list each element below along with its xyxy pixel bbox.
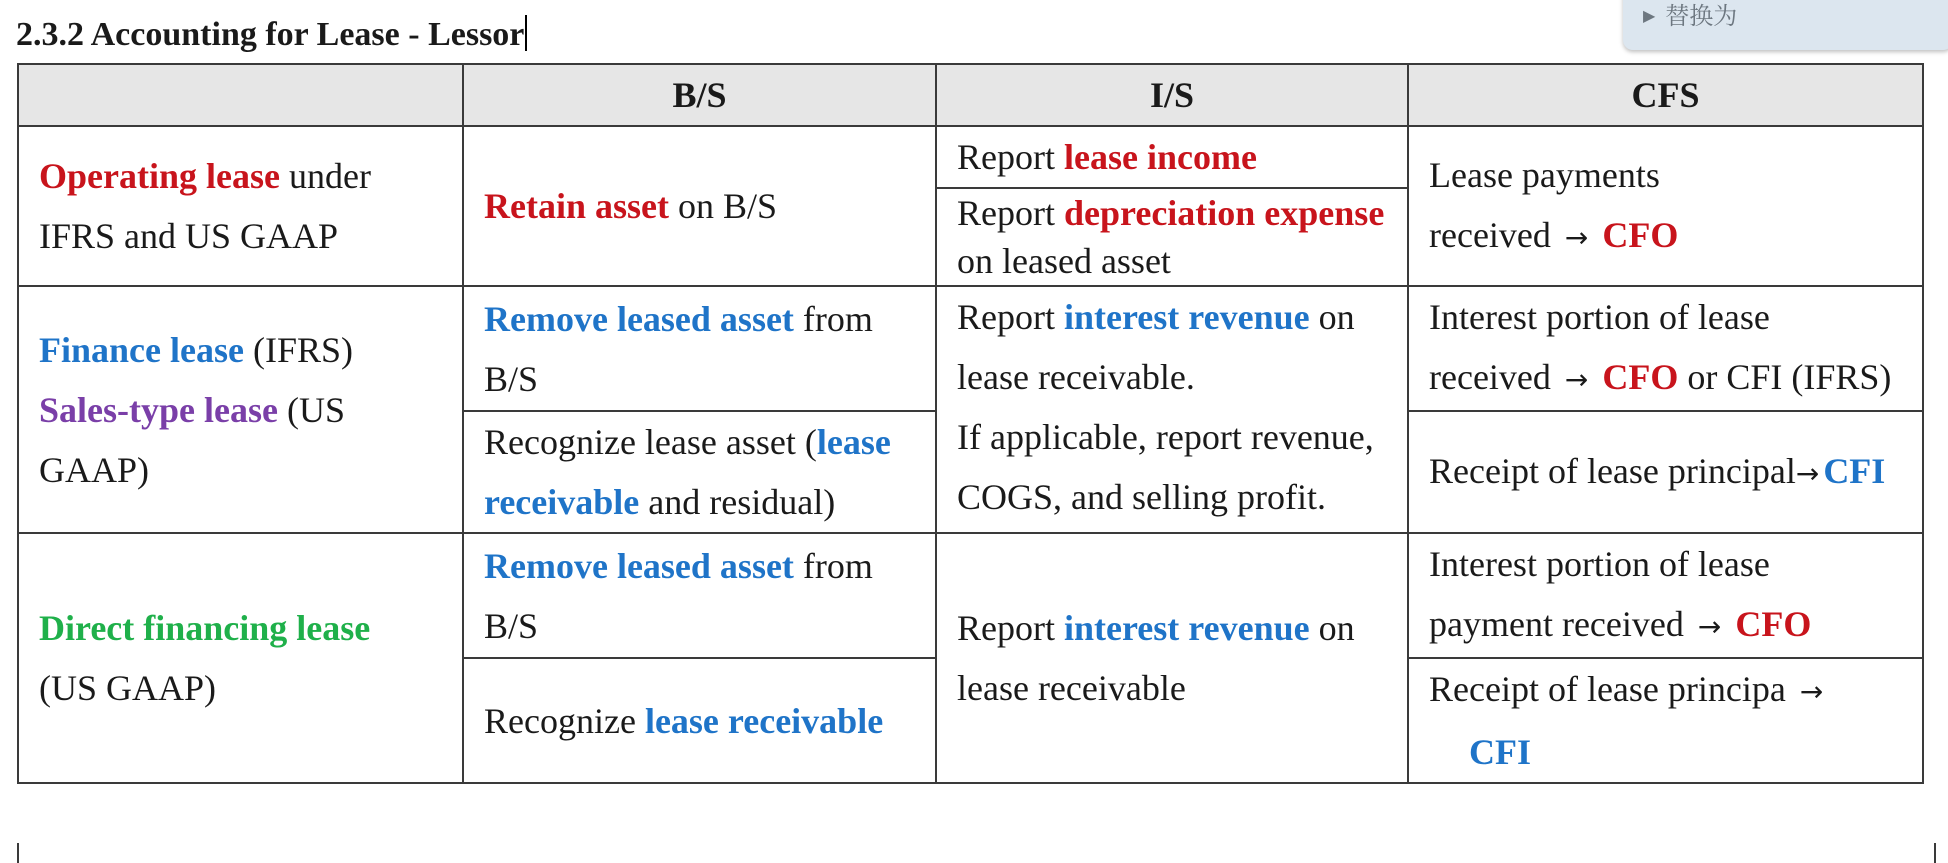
finance-bs-cell-2: [463, 411, 936, 533]
operating-is-cell-2: [936, 188, 1408, 286]
right-arrow-icon: →: [1795, 456, 1820, 490]
finance-cfs1-pre: Interest portion of lease received: [1429, 297, 1770, 397]
operating-is-cell-1: [936, 126, 1408, 188]
right-arrow-icon: →: [1799, 675, 1824, 708]
expand-triangle-icon[interactable]: ▶: [1643, 6, 1656, 25]
operating-is1-pre: Report: [957, 137, 1064, 177]
operating-is2-rest: on leased asset: [957, 241, 1171, 281]
text-cursor: [525, 15, 527, 51]
finance-cfs-cell-2: [1408, 411, 1923, 533]
finance-lease-term: Finance lease: [39, 329, 244, 370]
operating-bs-cell: [463, 126, 936, 286]
right-arrow-icon: →: [1564, 220, 1589, 254]
direct-interest-revenue-term: interest revenue: [1063, 608, 1310, 648]
title-text: 2.3.2 Accounting for Lease - Lessor: [16, 16, 525, 53]
finance-is-pre: Report: [957, 297, 1064, 337]
finance-cfs-cell-1: [1408, 286, 1923, 411]
direct-label-rest: (US GAAP): [39, 668, 217, 708]
direct-bs2-pre: Recognize: [484, 700, 645, 741]
finance-cfs2-pre: Receipt of lease principal: [1429, 450, 1796, 491]
direct-cfs1-pre: Interest portion of lease payment received: [1429, 544, 1770, 644]
header-cfs: CFS: [1408, 64, 1923, 126]
finance-cfi-term: CFI: [1823, 450, 1886, 491]
direct-cfs-cell-2: [1408, 658, 1923, 783]
direct-bs-cell-2: [463, 658, 936, 783]
header-row: [18, 64, 1923, 126]
finance-is-cell: [936, 286, 1408, 533]
finance-remove-asset-term: Remove leased asset: [484, 298, 794, 339]
finance-row-1: [18, 286, 1923, 411]
right-arrow-icon: →: [1564, 363, 1589, 396]
right-arrow-icon: →: [1697, 610, 1722, 643]
direct-bs-cell-1: [463, 533, 936, 658]
direct-cfi-term: CFI: [1469, 732, 1531, 772]
direct-row-1: [18, 533, 1923, 658]
header-is: I/S: [936, 64, 1408, 126]
operating-label-cell: [18, 126, 463, 286]
page-title: [16, 10, 527, 60]
finance-bs2-rest: and residual): [639, 482, 836, 522]
operating-cfs-cell: [1408, 126, 1923, 286]
finance-is-rest: on lease receivable.: [957, 297, 1355, 397]
operating-cfo-term: CFO: [1602, 214, 1679, 255]
finance-cfs1-rest: or CFI (IFRS): [1678, 357, 1892, 397]
direct-cfs-cell-1: [1408, 533, 1923, 658]
finance-bs2-pre: Recognize lease asset (: [484, 422, 817, 462]
lease-income-term: lease income: [1063, 137, 1257, 177]
header-bs: B/S: [463, 64, 936, 126]
finance-label-cell: [18, 286, 463, 533]
replace-with-label: 替换为: [1665, 2, 1738, 30]
finance-label2-rest: (US GAAP): [39, 389, 345, 490]
direct-label-cell: [18, 533, 463, 783]
finance-cfo-term: CFO: [1602, 357, 1679, 397]
operating-is2-pre: Report: [957, 193, 1064, 233]
operating-row-1: [18, 126, 1923, 188]
operating-bs-rest: on B/S: [668, 186, 778, 226]
finance-bs-cell-1: [463, 286, 936, 411]
operating-cfs-pre: Lease payments received: [1429, 154, 1660, 255]
replace-with-panel[interactable]: [1623, 0, 1948, 50]
direct-cfs2-pre: Receipt of lease principa: [1429, 669, 1786, 709]
direct-financing-lease-term: Direct financing lease: [39, 608, 371, 648]
lessor-lease-table: [17, 63, 1924, 784]
operating-lease-term: Operating lease: [39, 156, 280, 196]
sales-type-lease-term: Sales-type lease: [39, 389, 278, 430]
finance-lease-receivable-term: lease receivable: [484, 422, 891, 522]
direct-lease-receivable-term: lease receivable: [644, 700, 884, 741]
finance-interest-revenue-term: interest revenue: [1063, 297, 1310, 337]
operating-label-rest: under IFRS and US GAAP: [39, 156, 371, 256]
header-blank: [18, 64, 463, 126]
finance-bs1-rest: from B/S: [484, 298, 873, 399]
next-table-row-edge: [17, 843, 1936, 863]
finance-label1-rest: (IFRS): [243, 329, 353, 370]
direct-bs1-rest: from B/S: [484, 545, 873, 646]
direct-is-cell: [936, 533, 1408, 783]
direct-is-rest: on lease receivable: [957, 608, 1355, 708]
direct-cfo-term: CFO: [1735, 604, 1812, 644]
retain-asset-term: Retain asset: [484, 186, 669, 226]
direct-remove-asset-term: Remove leased asset: [484, 545, 794, 586]
direct-is-pre: Report: [957, 608, 1064, 648]
finance-is-extra: If applicable, report revenue, COGS, and selling profit.: [957, 417, 1374, 517]
depreciation-expense-term: depreciation expense: [1063, 193, 1385, 233]
